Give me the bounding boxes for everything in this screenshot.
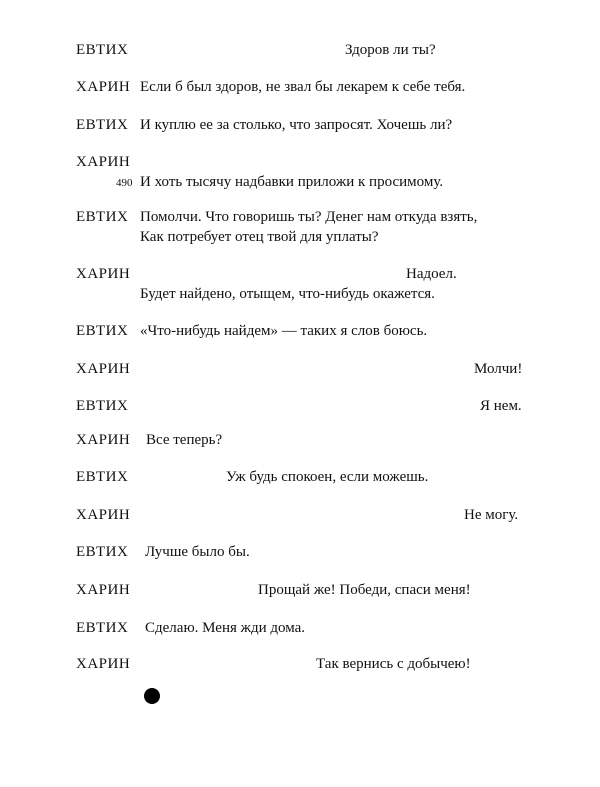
verse-line: Прощай же! Победи, спаси меня! (258, 582, 471, 598)
verse-line: Не могу. (464, 507, 519, 523)
speaker-harin: ХАРИН (76, 266, 131, 282)
verse-line: Все теперь? (146, 432, 223, 448)
verse-line: Так вернись с добычею! (316, 656, 471, 672)
verse-line: Уж будь спокоен, если можешь. (226, 469, 429, 485)
verse-line: Будет найдено, отыщем, что-нибудь окажется. (140, 286, 435, 302)
verse-line: Я нем. (480, 398, 522, 414)
verse-line: И хоть тысячу надбавки приложи к просимому. (140, 174, 444, 190)
verse-line: Сделаю. Меня жди дома. (145, 620, 306, 636)
speaker-harin: ХАРИН (76, 361, 131, 377)
verse-line: Как потребует отец твой для уплаты? (140, 229, 379, 245)
verse-line: Надоел. (406, 266, 457, 282)
verse-line: Лучше было бы. (145, 544, 250, 560)
speaker-harin: ХАРИН (76, 656, 131, 672)
speaker-evtih: ЕВТИХ (76, 544, 129, 560)
verse-line: Помолчи. Что говоришь ты? Денег нам откуда взять, (140, 209, 478, 225)
speaker-harin: ХАРИН (76, 79, 131, 95)
ink-dot (144, 688, 160, 704)
verse-line: Здоров ли ты? (345, 42, 436, 58)
speaker-evtih: ЕВТИХ (76, 398, 129, 414)
speaker-evtih: ЕВТИХ (76, 42, 129, 58)
speaker-evtih: ЕВТИХ (76, 323, 129, 339)
verse-line: Если б был здоров, не звал бы лекарем к себе тебя. (140, 79, 466, 95)
speaker-harin: ХАРИН (76, 432, 131, 448)
speaker-harin: ХАРИН (76, 582, 131, 598)
speaker-harin: ХАРИН (76, 507, 131, 523)
speaker-evtih: ЕВТИХ (76, 209, 129, 225)
speaker-evtih: ЕВТИХ (76, 117, 129, 133)
line-number: 490 (116, 177, 133, 189)
verse-line: И куплю ее за столько, что запросят. Хочешь ли? (140, 117, 453, 133)
speaker-harin: ХАРИН (76, 154, 131, 170)
speaker-evtih: ЕВТИХ (76, 469, 129, 485)
speaker-evtih: ЕВТИХ (76, 620, 129, 636)
verse-line: Молчи! (474, 361, 523, 377)
verse-line: «Что-нибудь найдем» — таких я слов боюсь. (140, 323, 428, 339)
